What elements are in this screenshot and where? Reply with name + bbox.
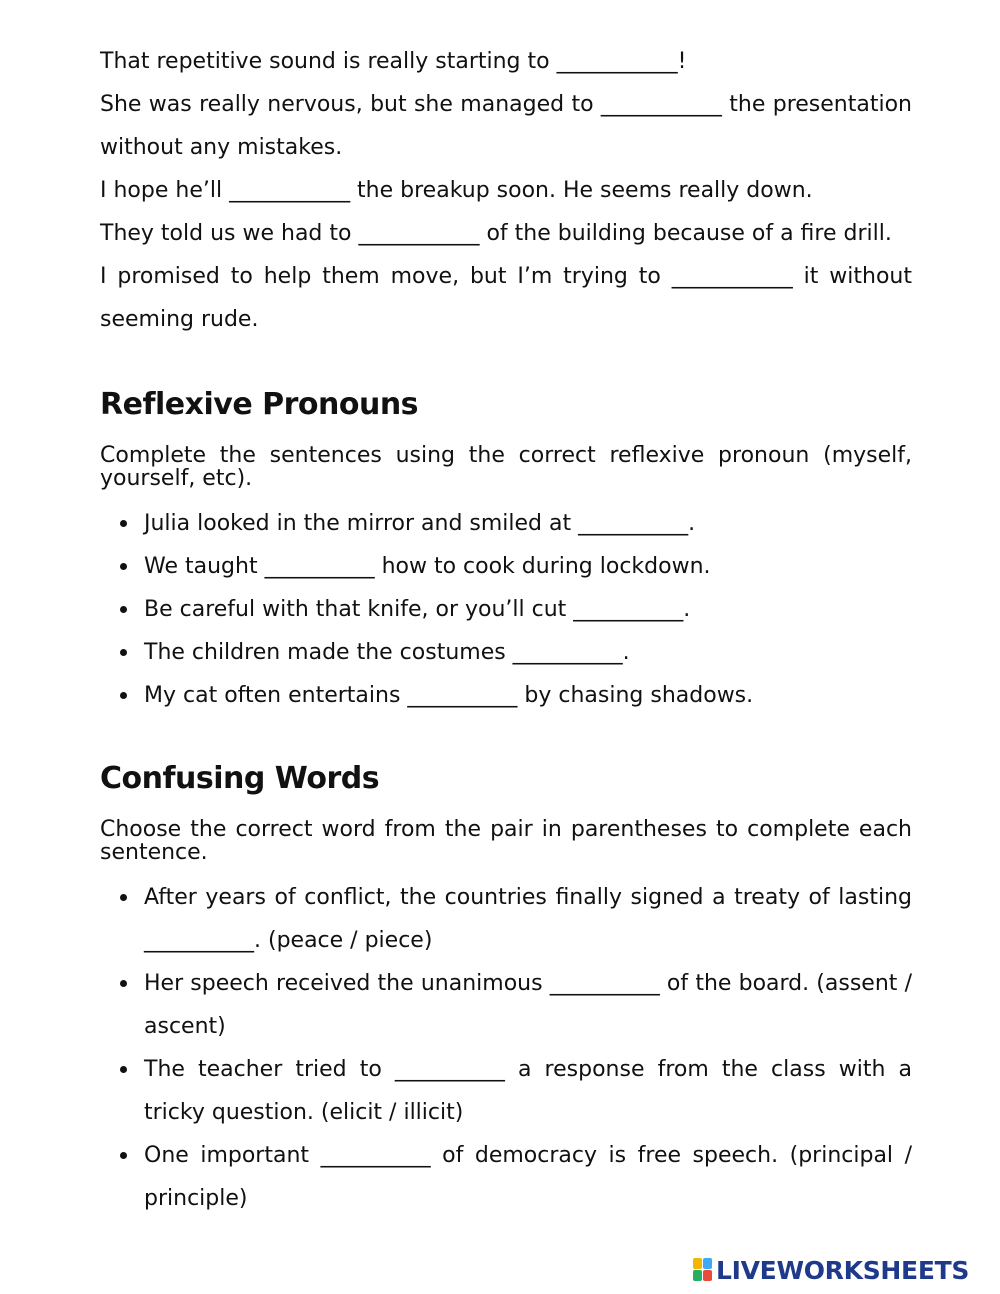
confusing-item-text: Her speech received the unanimous __________ of the board. (assent / ascent) <box>144 971 912 1039</box>
logo-mark-square <box>693 1270 702 1281</box>
bullet-icon <box>120 1066 127 1073</box>
bullet-icon <box>120 692 127 699</box>
bullet-icon <box>120 980 127 987</box>
confusing-item-text: After years of conflict, the countries finally signed a treaty of lasting __________. (peace / piece) <box>144 885 912 953</box>
list-item <box>100 1048 912 1134</box>
confusing-heading: Confusing Words <box>100 761 380 796</box>
confusing-list <box>100 876 912 1220</box>
logo-text: LIVEWORKSHEETS <box>716 1255 970 1285</box>
sentence-5: I promised to help them move, but I’m trying to ___________ it without seeming rude. <box>100 264 912 332</box>
logo-mark-square <box>693 1258 702 1269</box>
reflexive-item-text: The children made the costumes __________. <box>144 640 630 665</box>
sentence-4: They told us we had to ___________ of the building because of a fire drill. <box>100 221 892 246</box>
sentence-1: That repetitive sound is really starting to ___________! <box>100 49 687 74</box>
bullet-icon <box>120 563 127 570</box>
list-item <box>100 502 912 545</box>
logo-mark-square <box>703 1270 712 1281</box>
bullet-icon <box>120 520 127 527</box>
list-item <box>100 631 912 674</box>
bullet-icon <box>120 1152 127 1159</box>
list-item <box>100 876 912 962</box>
confusing-section <box>100 761 912 1220</box>
bullet-icon <box>120 606 127 613</box>
reflexive-instruction: Complete the sentences using the correct reflexive pronoun (myself, yourself, etc). <box>100 443 912 491</box>
confusing-instruction: Choose the correct word from the pair in parentheses to complete each sentence. <box>100 817 912 865</box>
list-item <box>100 1134 912 1220</box>
reflexive-item-text: Be careful with that knife, or you’ll cut __________. <box>144 597 691 622</box>
reflexive-item-text: My cat often entertains __________ by chasing shadows. <box>144 683 754 708</box>
liveworksheets-logo[interactable] <box>693 1256 969 1284</box>
logo-mark-square <box>703 1258 712 1269</box>
list-item <box>100 962 912 1048</box>
worksheet-page <box>100 40 912 1220</box>
confusing-item-text: One important __________ of democracy is free speech. (principal / principle) <box>144 1143 912 1211</box>
liveworksheets-mark-icon <box>693 1258 713 1282</box>
list-item <box>100 674 912 717</box>
reflexive-section <box>100 387 912 717</box>
sentence-2: She was really nervous, but she managed to ___________ the presentation without any mistakes. <box>100 92 912 160</box>
reflexive-heading: Reflexive Pronouns <box>100 387 419 422</box>
reflexive-item-text: Julia looked in the mirror and smiled at __________. <box>144 511 696 536</box>
sentence-3: I hope he’ll ___________ the breakup soon. He seems really down. <box>100 178 813 203</box>
confusing-item-text: The teacher tried to __________ a response from the class with a tricky question. (elicit / illicit) <box>144 1057 912 1125</box>
bullet-icon <box>120 894 127 901</box>
phrasal-verb-sentences <box>100 40 912 341</box>
list-item <box>100 545 912 588</box>
reflexive-item-text: We taught __________ how to cook during lockdown. <box>144 554 711 579</box>
list-item <box>100 588 912 631</box>
reflexive-list <box>100 502 912 717</box>
bullet-icon <box>120 649 127 656</box>
